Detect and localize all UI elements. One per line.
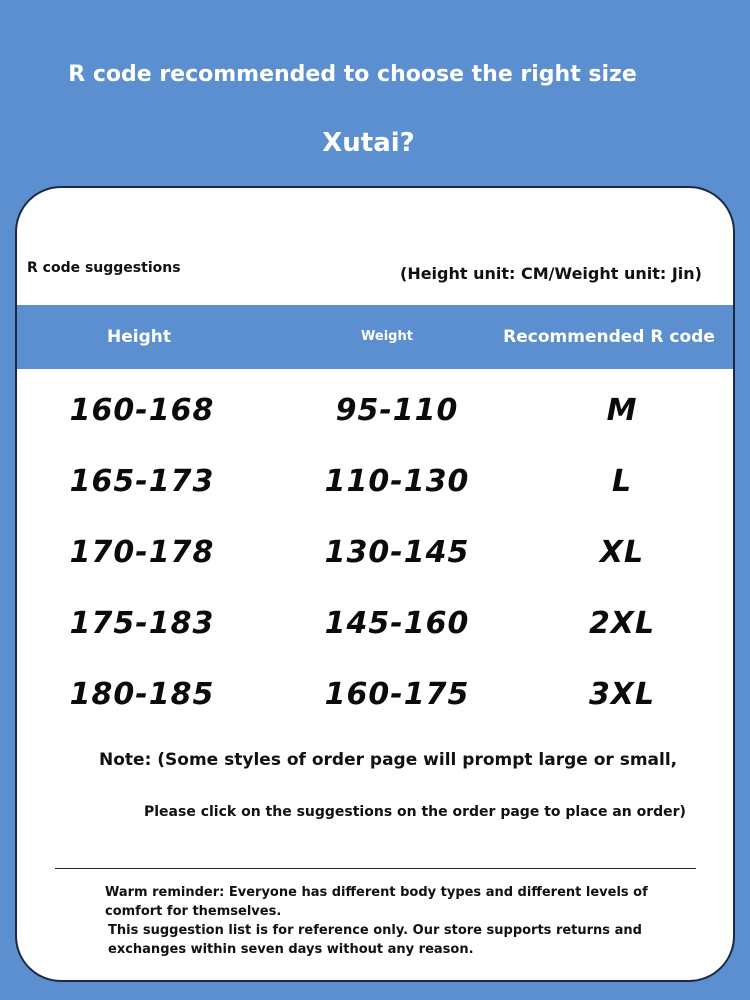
table-row — [17, 601, 735, 672]
column-header-r-code: Recommended R code — [503, 327, 715, 347]
size-code-cell: 2XL — [588, 606, 656, 641]
size-table — [17, 388, 735, 743]
column-header-weight: Weight — [361, 329, 413, 344]
table-header — [17, 305, 735, 369]
table-row — [17, 530, 735, 601]
table-row — [17, 459, 735, 530]
card-label: R code suggestions — [27, 260, 181, 276]
height-cell: 160-168 — [69, 393, 215, 428]
weight-cell: 145-160 — [324, 606, 470, 641]
height-cell: 175-183 — [69, 606, 215, 641]
size-code-cell: L — [611, 464, 633, 499]
note-line-2: Please click on the suggestions on the order page to place an order) — [144, 804, 686, 820]
table-row — [17, 388, 735, 459]
weight-cell: 130-145 — [324, 535, 470, 570]
height-cell: 165-173 — [69, 464, 215, 499]
page-title: R code recommended to choose the right size — [68, 62, 637, 87]
size-guide-card — [15, 186, 735, 982]
unit-note: (Height unit: CM/Weight unit: Jin) — [400, 264, 702, 283]
weight-cell: 110-130 — [324, 464, 470, 499]
height-cell: 180-185 — [69, 677, 215, 712]
table-row — [17, 672, 735, 743]
divider — [55, 868, 696, 869]
page-subtitle: Xutai? — [322, 128, 415, 158]
note-line-1: Note: (Some styles of order page will prompt large or small, — [99, 750, 678, 770]
column-header-height: Height — [107, 327, 171, 347]
warm-reminder: Warm reminder: Everyone has different body types and different levels of comfort for themselves. — [105, 885, 648, 919]
weight-cell: 95-110 — [335, 393, 459, 428]
size-code-cell: M — [606, 393, 638, 428]
weight-cell: 160-175 — [324, 677, 470, 712]
height-cell: 170-178 — [69, 535, 215, 570]
return-policy-note: This suggestion list is for reference only. Our store supports returns and exchanges within seven days without any reason. — [108, 923, 642, 957]
size-code-cell: 3XL — [588, 677, 656, 712]
size-code-cell: XL — [599, 535, 645, 570]
